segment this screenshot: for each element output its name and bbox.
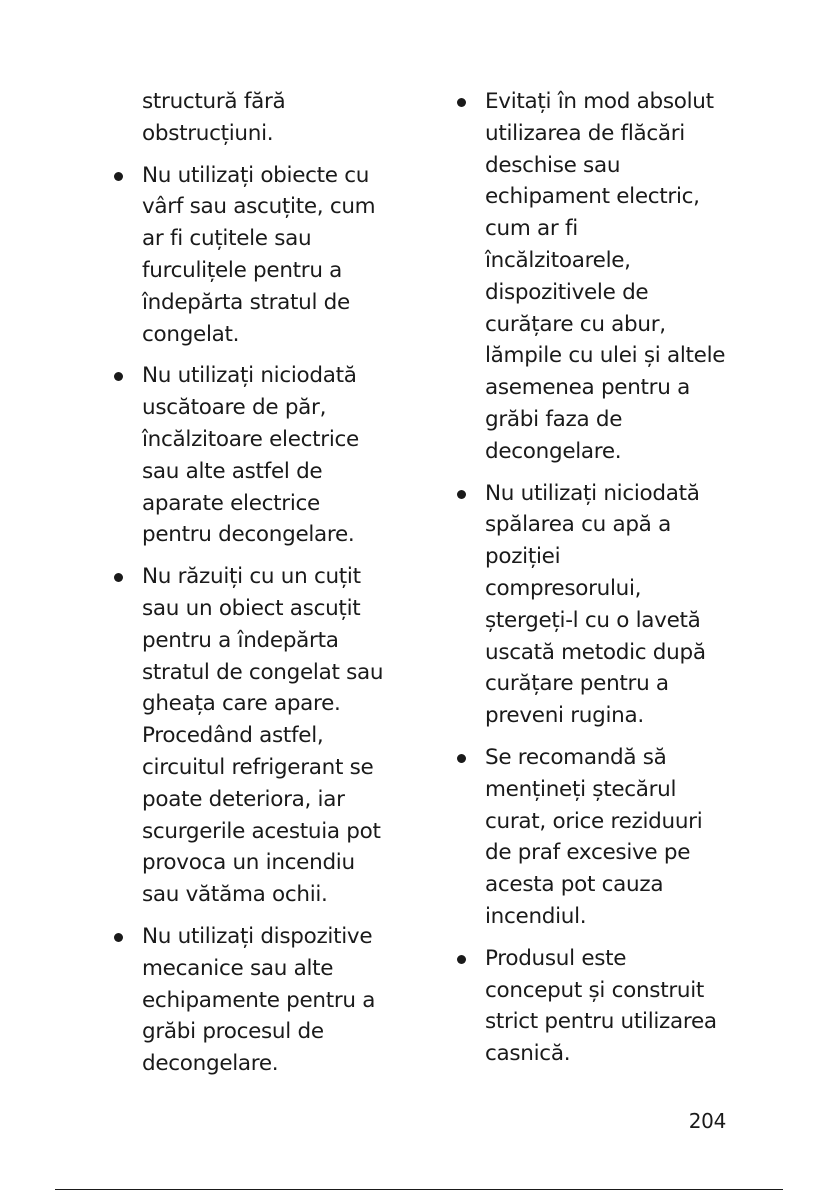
text-line: cum ar fi <box>485 216 578 242</box>
text-line: mențineți ștecărul <box>485 776 677 802</box>
text-line: Evitați în mod absolut <box>485 89 714 114</box>
text-line: asemenea pentru a <box>485 375 690 401</box>
text-line: poziției <box>485 544 561 570</box>
text-line: congelat. <box>142 321 240 347</box>
bullet-item <box>110 360 410 551</box>
text-line: poate deteriora, iar <box>142 786 345 812</box>
text-line: Produsul este <box>485 945 627 971</box>
bullet-item <box>453 742 753 933</box>
continuation-text <box>110 86 410 150</box>
text-line: gheața care apare. <box>142 691 341 717</box>
text-line: mecanice sau alte <box>142 955 334 981</box>
text-line: decongelare. <box>485 438 622 464</box>
text-line: strict pentru utilizarea <box>485 1009 717 1035</box>
left-column <box>110 86 410 1090</box>
text-line: Procedând astfel, <box>142 723 324 749</box>
text-line: uscătoare de păr, <box>142 395 327 421</box>
text-line: provoca un incendiu <box>142 850 355 876</box>
text-line: Nu răzuiți cu un cuțit <box>142 564 361 590</box>
bullet-icon <box>114 573 123 582</box>
bullet-icon <box>457 754 466 763</box>
text-line: lămpile cu ulei și altele <box>485 343 726 369</box>
text-line: Nu utilizați niciodată <box>142 363 357 389</box>
text-line: Nu utilizați dispozitive <box>142 923 373 949</box>
bullet-item <box>453 478 753 732</box>
text-line: aparate electrice <box>142 490 320 516</box>
text-line: Se recomandă să <box>485 744 667 770</box>
text-line: spălarea cu apă a <box>485 512 671 538</box>
bullet-icon <box>457 490 466 499</box>
bullet-icon <box>114 172 123 181</box>
bullet-item <box>453 943 753 1070</box>
text-line: stratul de congelat sau <box>142 659 384 685</box>
text-line: pentru decongelare. <box>142 522 355 548</box>
text-line: furculițele pentru a <box>142 257 343 283</box>
text-line: incendiul. <box>485 903 587 929</box>
text-line: circuitul refrigerant se <box>142 754 374 780</box>
text-line: curat, orice reziduuri <box>485 808 703 834</box>
text-line: dispozitivele de <box>485 279 649 305</box>
text-line: ar fi cuțitele sau <box>142 226 312 252</box>
text-line: echipament electric, <box>485 184 700 210</box>
bullet-item <box>110 561 410 911</box>
text-line: grăbi procesul de <box>142 1019 324 1045</box>
text-line: conceput și construit <box>485 977 704 1003</box>
text-line: îndepărta stratul de <box>142 289 350 315</box>
text-line: ștergeți-l cu o lavetă <box>485 607 701 633</box>
text-line: preveni rugina. <box>485 703 644 729</box>
text-line: deschise sau <box>485 152 621 178</box>
text-line: utilizarea de flăcări <box>485 120 685 146</box>
text-line: Nu utilizați obiecte cu <box>142 162 370 188</box>
text-line: vârf sau ascuțite, cum <box>142 194 376 220</box>
text-line: echipamente pentru a <box>142 987 376 1013</box>
text-line: Nu utilizați niciodată <box>485 480 700 506</box>
text-line: de praf excesive pe <box>485 840 691 866</box>
text-line: structură fără <box>142 89 286 114</box>
footer-divider <box>55 1189 783 1190</box>
bullet-item <box>110 921 410 1080</box>
bullet-item <box>453 86 753 468</box>
bullet-icon <box>114 372 123 381</box>
text-line: casnică. <box>485 1041 571 1067</box>
bullet-item <box>110 160 410 351</box>
text-line: grăbi faza de <box>485 406 623 432</box>
text-line: sau vătăma ochii. <box>142 882 328 908</box>
text-line: sau un obiect ascuțit <box>142 595 361 621</box>
text-line: curățare pentru a <box>485 671 669 697</box>
page-number: 204 <box>688 1109 726 1133</box>
text-line: scurgerile acestuia pot <box>142 818 381 844</box>
bullet-icon <box>457 98 466 107</box>
text-line: pentru a îndepărta <box>142 627 339 653</box>
text-line: obstrucțiuni. <box>142 120 274 146</box>
text-line: sau alte astfel de <box>142 458 323 484</box>
text-line: compresorului, <box>485 575 642 601</box>
text-line: decongelare. <box>142 1051 279 1077</box>
text-line: acesta pot cauza <box>485 872 664 898</box>
text-line: uscată metodic după <box>485 639 706 665</box>
bullet-icon <box>457 955 466 964</box>
right-column <box>453 86 753 1080</box>
text-line: încălzitoarele, <box>485 247 631 273</box>
text-line: încălzitoare electrice <box>142 426 359 452</box>
bullet-icon <box>114 933 123 942</box>
text-line: curățare cu abur, <box>485 311 666 337</box>
